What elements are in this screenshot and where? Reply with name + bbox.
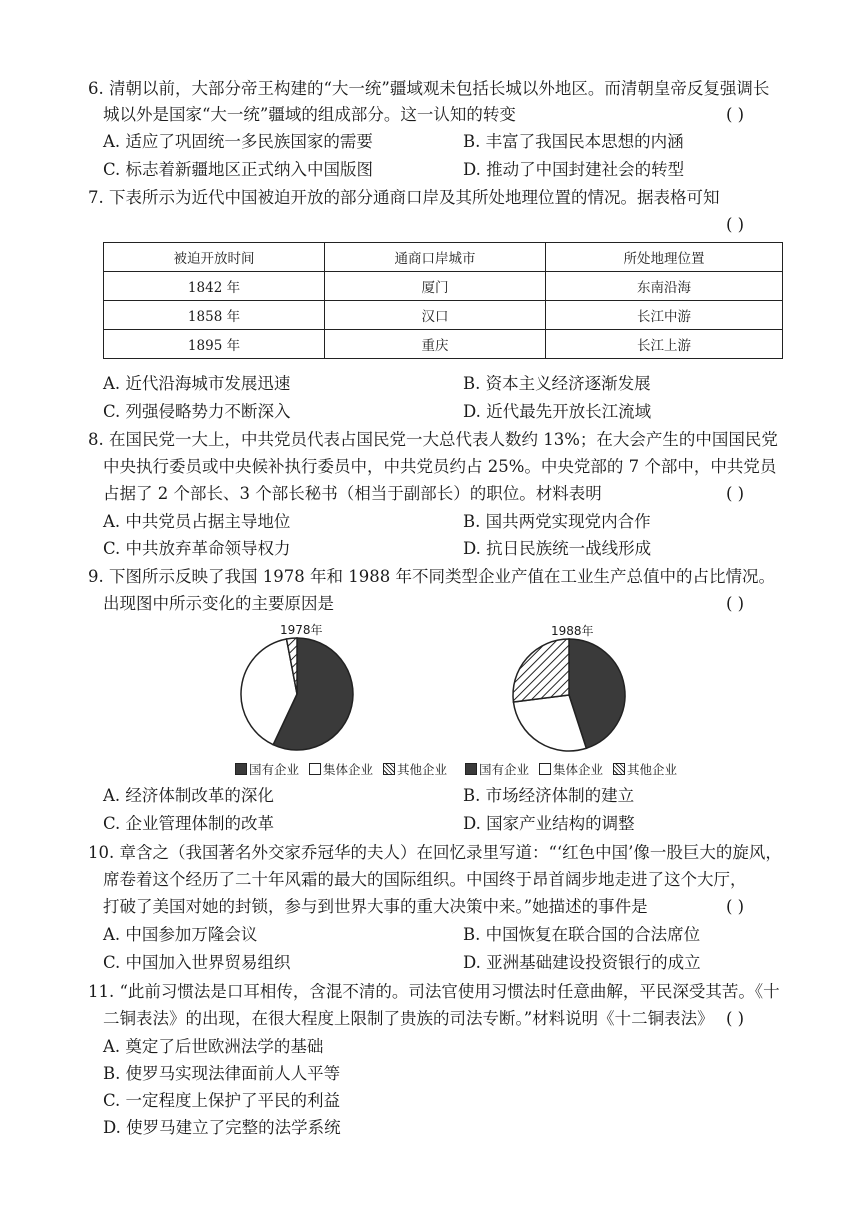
pie-1988 (513, 639, 625, 751)
table-header-cell: 通商口岸城市 (325, 243, 546, 272)
q10-option-d[interactable]: D. 亚洲基础建设投资银行的成立 (463, 953, 701, 972)
q9-stem-line2: 出现图中所示变化的主要原因是 (103, 594, 334, 613)
q6-stem-line1: 6. 清朝以前，大部分帝王构建的“大一统”疆域观未包括长城以外地区。而清朝皇帝反复强调长 (88, 79, 770, 98)
legend-label: 集体企业 (553, 762, 604, 777)
q11-stem-line2: 二铜表法》的出现，在很大程度上限制了贵族的司法专断。”材料说明《十二铜表法》 (103, 1009, 714, 1028)
q11-option-c[interactable]: C. 一定程度上保护了平民的利益 (103, 1091, 341, 1110)
legend-label: 集体企业 (323, 762, 374, 777)
legend-item-state (465, 762, 529, 777)
q9-answer-paren[interactable]: ( ) (726, 594, 745, 613)
q8-stem-line2: 中央执行委员或中央候补执行委员中，中共党员约占 25%。中央党部的 7 个部中，中共党员 (103, 457, 777, 476)
white-swatch-icon (309, 763, 321, 775)
q7-stem-line1: 7. 下表所示为近代中国被迫开放的部分通商口岸及其所处地理位置的情况。据表格可知 (88, 188, 720, 207)
legend-1988 (465, 760, 683, 778)
legend-label: 其他企业 (397, 762, 448, 777)
table-cell: 厦门 (325, 272, 546, 301)
q6-option-b[interactable]: B. 丰富了我国民本思想的内涵 (463, 132, 684, 151)
q7-option-d[interactable]: D. 近代最先开放长江流域 (463, 402, 652, 421)
q10-option-c[interactable]: C. 中国加入世界贸易组织 (103, 953, 291, 972)
table-cell: 长江上游 (546, 330, 783, 359)
chart-1978-title: 1978年 (280, 623, 323, 637)
q8-stem-line3: 占据了 2 个部长、3 个部长秘书（相当于副部长）的职位。材料表明 (103, 484, 602, 503)
legend-item-collective (539, 762, 603, 777)
legend-label: 其他企业 (627, 762, 678, 777)
q8-stem-line1: 8. 在国民党一大上，中共党员代表占国民党一大总代表人数约 13%；在大会产生的中国国民党 (88, 430, 778, 449)
q8-answer-paren[interactable]: ( ) (726, 484, 745, 503)
q11-answer-paren[interactable]: ( ) (726, 1009, 745, 1028)
table-cell: 东南沿海 (546, 272, 783, 301)
q8-option-c[interactable]: C. 中共放弃革命领导权力 (103, 539, 291, 558)
dark-swatch-icon (465, 763, 477, 775)
pie-1978 (241, 638, 353, 750)
legend-item-collective (309, 762, 373, 777)
table-cell: 1842 年 (104, 272, 325, 301)
legend-label: 国有企业 (479, 762, 530, 777)
q9-option-b[interactable]: B. 市场经济体制的建立 (463, 786, 635, 805)
q7-answer-paren[interactable]: ( ) (726, 215, 745, 234)
legend-label: 国有企业 (249, 762, 300, 777)
q10-stem-line1: 10. 章含之（我国著名外交家乔冠华的夫人）在回忆录里写道：“‘红色中国’像一股巨大的旋风， (88, 843, 782, 862)
q8-option-d[interactable]: D. 抗日民族统一战线形成 (463, 539, 652, 558)
table-cell: 1895 年 (104, 330, 325, 359)
q10-stem-line3: 打破了美国对她的封锁，参与到世界大事的重大决策中来。”她描述的事件是 (103, 897, 648, 916)
hatch-swatch-icon (613, 763, 625, 775)
q8-option-b[interactable]: B. 国共两党实现党内合作 (463, 512, 651, 531)
q6-option-a[interactable]: A. 适应了巩固统一多民族国家的需要 (103, 132, 373, 151)
table-header-cell: 所处地理位置 (546, 243, 783, 272)
q9-option-d[interactable]: D. 国家产业结构的调整 (463, 814, 635, 833)
legend-item-state (235, 762, 299, 777)
q11-option-a[interactable]: A. 奠定了后世欧洲法学的基础 (103, 1037, 324, 1056)
white-swatch-icon (539, 763, 551, 775)
slice-other (513, 639, 569, 702)
q10-option-b[interactable]: B. 中国恢复在联合国的合法席位 (463, 925, 701, 944)
hatch-swatch-icon (383, 763, 395, 775)
q6-answer-paren[interactable]: ( ) (726, 105, 745, 124)
q8-option-a[interactable]: A. 中共党员占据主导地位 (103, 512, 291, 531)
table-cell: 汉口 (325, 301, 546, 330)
dark-swatch-icon (235, 763, 247, 775)
q10-stem-line2: 席卷着这个经历了二十年风霜的最大的国际组织。中国终于昂首阔步地走进了这个大厅， (103, 870, 747, 889)
q10-option-a[interactable]: A. 中国参加万隆会议 (103, 925, 258, 944)
q7-option-b[interactable]: B. 资本主义经济逐渐发展 (463, 374, 651, 393)
q11-option-d[interactable]: D. 使罗马建立了完整的法学系统 (103, 1118, 341, 1137)
q9-stem-line1: 9. 下图所示反映了我国 1978 年和 1988 年不同类型企业产值在工业生产总值中的占比情况。 (88, 567, 775, 586)
q11-option-b[interactable]: B. 使罗马实现法律面前人人平等 (103, 1064, 341, 1083)
table-cell: 长江中游 (546, 301, 783, 330)
legend-item-other (383, 762, 447, 777)
legend-1978 (235, 760, 453, 778)
q7-option-a[interactable]: A. 近代沿海城市发展迅速 (103, 374, 291, 393)
q9-option-c[interactable]: C. 企业管理体制的改革 (103, 814, 275, 833)
q6-stem-line2: 城以外是国家“大一统”疆域的组成部分。这一认知的转变 (103, 105, 516, 124)
q7-option-c[interactable]: C. 列强侵略势力不断深入 (103, 402, 291, 421)
q6-option-c[interactable]: C. 标志着新疆地区正式纳入中国版图 (103, 160, 374, 179)
table-cell: 1858 年 (104, 301, 325, 330)
table-header-cell: 被迫开放时间 (104, 243, 325, 272)
chart-1988-title: 1988年 (551, 624, 594, 638)
q6-option-d[interactable]: D. 推动了中国封建社会的转型 (463, 160, 685, 179)
q11-stem-line1: 11. “此前习惯法是口耳相传，含混不清的。司法官使用习惯法时任意曲解，平民深受其苦。《十 (88, 982, 780, 1001)
legend-item-other (613, 762, 677, 777)
q10-answer-paren[interactable]: ( ) (726, 897, 745, 916)
table-cell: 重庆 (325, 330, 546, 359)
q9-option-a[interactable]: A. 经济体制改革的深化 (103, 786, 274, 805)
